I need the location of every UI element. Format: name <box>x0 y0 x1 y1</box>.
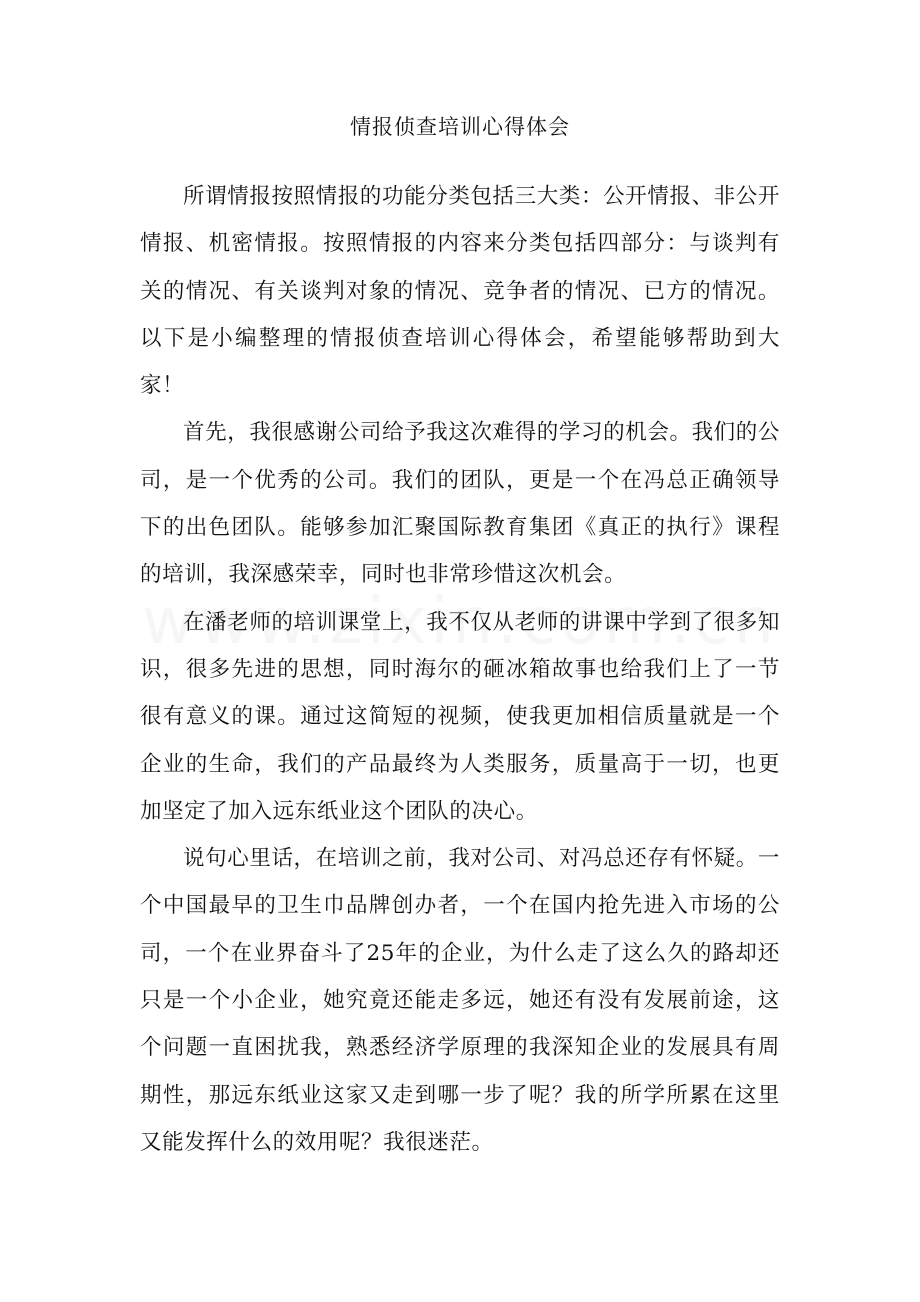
paragraph-reflection: 说句心里话，在培训之前，我对公司、对冯总还存有怀疑。一个中国最早的卫生巾品牌创办者，一个在国内抢先进入市场的公司，一个在业界奋斗了25年的企业，为什么走了这么久的路却还只是一个小企业，她究竟还能走多远，她还有没有发展前途，这个问题一直困扰我，熟悉经济学原理的我深知企业的发展具有周期性，那远东纸业这家又走到哪一步了呢？我的所学所累在这里又能发挥什么的效用呢？我很迷茫。 <box>140 846 780 1155</box>
document-title: 情报侦查培训心得体会 <box>350 115 570 139</box>
paragraph-intro: 所谓情报按照情报的功能分类包括三大类：公开情报、非公开情报、机密情报。按照情报的内容来分类包括四部分：与谈判有关的情况、有关谈判对象的情况、竞争者的情况、已方的情况。以下是小编整理的情报侦查培训心得体会，希望能够帮助到大家！ <box>140 184 780 399</box>
paragraph-gratitude: 首先，我很感谢公司给予我这次难得的学习的机会。我们的公司，是一个优秀的公司。我们的团队，更是一个在冯总正确领导下的出色团队。能够参加汇聚国际教育集团《真正的执行》课程的培训，我深感荣幸，同时也非常珍惜这次机会。 <box>140 420 780 588</box>
paragraph-training: 在潘老师的培训课堂上，我不仅从老师的讲课中学到了很多知识，很多先进的思想，同时海尔的砸冰箱故事也给我们上了一节很有意义的课。通过这简短的视频，使我更加相信质量就是一个企业的生命，我们的产品最终为人类服务，质量高于一切，也更加坚定了加入远东纸业这个团队的决心。 <box>140 609 780 824</box>
document-body <box>140 173 780 1166</box>
